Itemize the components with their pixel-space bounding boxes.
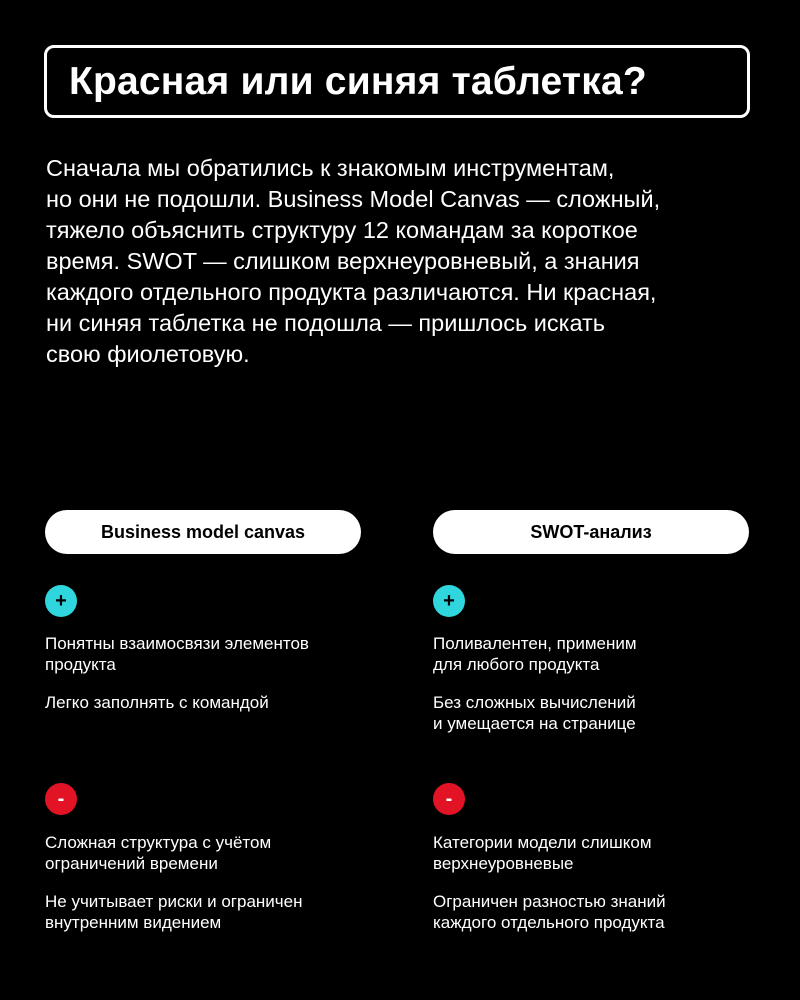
- intro-paragraph: [46, 153, 766, 370]
- con-item: [45, 832, 302, 874]
- minus-icon: -: [433, 783, 465, 815]
- cons-list: [45, 832, 302, 933]
- pro-item-line: Понятны взаимосвязи элементов: [45, 634, 309, 653]
- pro-item: [433, 633, 749, 675]
- pro-item-line: Без сложных вычислений: [433, 693, 636, 712]
- cons-section: [45, 783, 302, 933]
- page-title: Красная или синяя таблетка?: [69, 59, 647, 103]
- intro-line: тяжело объяснить структуру 12 командам за короткое: [46, 217, 638, 243]
- pro-item: [45, 633, 361, 675]
- con-item: [433, 832, 666, 874]
- pro-item: [45, 692, 361, 713]
- con-item-line: ограничений времени: [45, 854, 218, 873]
- pro-item-line: Поливалентен, применим: [433, 634, 637, 653]
- pros-list: [433, 633, 749, 734]
- pros-list: [45, 633, 361, 713]
- cons-list: [433, 832, 666, 933]
- title-box: [44, 45, 750, 118]
- con-item-line: верхнеуровневые: [433, 854, 574, 873]
- pro-item-line: и умещается на странице: [433, 714, 636, 733]
- pro-item-line: для любого продукта: [433, 655, 600, 674]
- intro-line: каждого отдельного продукта различаются. Ни красная,: [46, 279, 657, 305]
- intro-line: но они не подошли. Business Model Canvas — сложный,: [46, 186, 661, 212]
- con-item-line: Категории модели слишком: [433, 833, 652, 852]
- swot-column: [433, 510, 749, 932]
- con-item-line: Ограничен разностью знаний: [433, 892, 666, 911]
- con-item-line: внутренним видением: [45, 913, 222, 932]
- plus-icon: +: [45, 585, 77, 617]
- plus-icon: +: [433, 585, 465, 617]
- intro-line: Сначала мы обратились к знакомым инструментам,: [46, 155, 615, 181]
- cons-section: [433, 783, 666, 933]
- intro-line: время. SWOT — слишком верхнеуровневый, а знания: [46, 248, 640, 274]
- intro-line: свою фиолетовую.: [46, 341, 250, 367]
- con-item-line: Сложная структура с учётом: [45, 833, 272, 852]
- business-model-canvas-pill: Business model canvas: [45, 510, 361, 554]
- pro-item-line: продукта: [45, 655, 116, 674]
- intro-line: ни синяя таблетка не подошла — пришлось искать: [46, 310, 606, 336]
- con-item-line: каждого отдельного продукта: [433, 913, 665, 932]
- con-item: [45, 891, 302, 933]
- swot-pill: SWOT-анализ: [433, 510, 749, 554]
- pro-item-line: Легко заполнять с командой: [45, 693, 269, 712]
- con-item-line: Не учитывает риски и ограничен: [45, 892, 303, 911]
- pro-item: [433, 692, 749, 734]
- minus-icon: -: [45, 783, 77, 815]
- business-model-canvas-column: [45, 510, 361, 932]
- con-item: [433, 891, 666, 933]
